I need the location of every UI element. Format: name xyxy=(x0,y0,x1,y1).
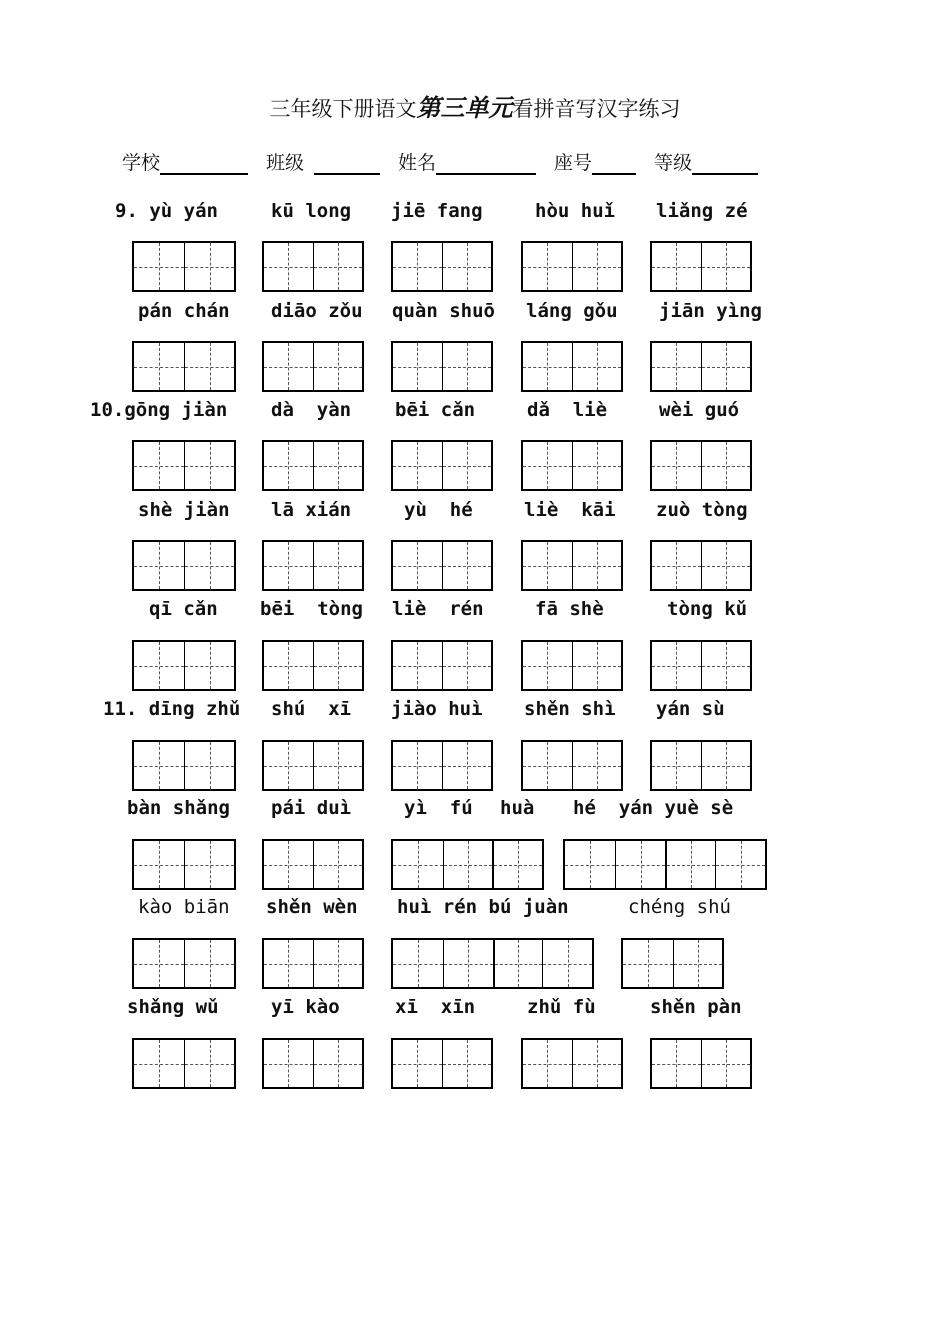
writing-cell[interactable] xyxy=(313,1040,362,1087)
writing-cell[interactable] xyxy=(393,343,442,390)
writing-cell[interactable] xyxy=(134,940,184,987)
writing-cell[interactable] xyxy=(443,841,493,888)
writing-grid[interactable] xyxy=(650,1038,752,1089)
pinyin-label: liǎng zé xyxy=(656,200,748,222)
pinyin-label: jiē fang xyxy=(391,200,483,222)
writing-grid[interactable] xyxy=(650,341,752,392)
page-title xyxy=(0,88,950,123)
pinyin-label: liè rén xyxy=(392,598,484,620)
pinyin-label: qī cǎn xyxy=(149,598,218,620)
pinyin-label: zuò tòng xyxy=(656,499,748,521)
writing-grid[interactable] xyxy=(650,540,752,591)
writing-cell[interactable] xyxy=(572,642,621,689)
writing-grid[interactable] xyxy=(132,241,236,292)
pinyin-label: hé yán yuè sè xyxy=(573,797,734,819)
title-suffix: 看拼音写汉字练习 xyxy=(512,97,681,121)
writing-grid[interactable] xyxy=(132,341,236,392)
writing-cell[interactable] xyxy=(701,442,750,489)
title-prefix: 三年级下册语文 xyxy=(269,97,417,121)
seat-blank[interactable] xyxy=(592,151,636,175)
writing-grid[interactable] xyxy=(391,440,493,491)
writing-cell[interactable] xyxy=(184,642,234,689)
writing-cell[interactable] xyxy=(565,841,615,888)
writing-grid[interactable] xyxy=(391,540,493,591)
writing-cell[interactable] xyxy=(264,442,313,489)
writing-cell[interactable] xyxy=(313,940,362,987)
writing-grid[interactable] xyxy=(521,1038,623,1089)
pinyin-label: hòu huǐ xyxy=(535,200,616,222)
class-label: 班级 xyxy=(266,152,305,174)
pinyin-label: dǎ liè xyxy=(527,399,608,421)
writing-cell[interactable] xyxy=(665,841,715,888)
writing-cell[interactable] xyxy=(393,442,442,489)
pinyin-label: 9. yù yán xyxy=(115,200,218,222)
pinyin-label: zhǔ fù xyxy=(527,996,596,1018)
pinyin-label: kào biān xyxy=(138,896,230,918)
writing-cell[interactable] xyxy=(264,1040,313,1087)
writing-cell[interactable] xyxy=(523,243,572,290)
writing-cell[interactable] xyxy=(652,343,701,390)
writing-cell[interactable] xyxy=(184,841,234,888)
pinyin-label: bàn shǎng xyxy=(127,797,230,819)
writing-cell[interactable] xyxy=(701,1040,750,1087)
writing-cell[interactable] xyxy=(523,442,572,489)
writing-cell[interactable] xyxy=(134,841,184,888)
writing-cell[interactable] xyxy=(134,343,184,390)
writing-cell[interactable] xyxy=(134,642,184,689)
writing-cell[interactable] xyxy=(652,742,701,789)
writing-cell[interactable] xyxy=(393,243,442,290)
writing-cell[interactable] xyxy=(442,542,491,589)
writing-cell[interactable] xyxy=(572,343,621,390)
school-label: 学校 xyxy=(122,152,161,174)
writing-cell[interactable] xyxy=(184,1040,234,1087)
writing-cell[interactable] xyxy=(652,243,701,290)
writing-cell[interactable] xyxy=(701,542,750,589)
pinyin-label: shǎng wǔ xyxy=(127,996,219,1018)
grade-blank[interactable] xyxy=(692,151,758,175)
writing-cell[interactable] xyxy=(393,841,443,888)
writing-grid[interactable] xyxy=(262,540,364,591)
pinyin-label: dà yàn xyxy=(271,399,352,421)
writing-cell[interactable] xyxy=(134,742,184,789)
writing-grid[interactable] xyxy=(262,640,364,691)
writing-cell[interactable] xyxy=(572,442,621,489)
pinyin-label: shěn wèn xyxy=(266,896,358,918)
writing-grid[interactable] xyxy=(391,740,493,791)
pinyin-label: yī kào xyxy=(271,996,340,1018)
writing-cell[interactable] xyxy=(393,742,442,789)
pinyin-label: jiān yìng xyxy=(659,300,762,322)
writing-grid[interactable] xyxy=(132,440,236,491)
writing-grid[interactable] xyxy=(650,740,752,791)
pinyin-label: pái duì xyxy=(271,797,352,819)
writing-cell[interactable] xyxy=(523,642,572,689)
writing-grid[interactable] xyxy=(132,540,236,591)
pinyin-label: pán chán xyxy=(138,300,230,322)
writing-grid[interactable] xyxy=(262,1038,364,1089)
writing-grid[interactable] xyxy=(521,241,623,292)
writing-grid[interactable] xyxy=(521,540,623,591)
writing-cell[interactable] xyxy=(442,742,491,789)
title-emphasis: 第三单元 xyxy=(416,94,513,122)
writing-grid[interactable] xyxy=(132,640,236,691)
writing-cell[interactable] xyxy=(313,442,362,489)
writing-cell[interactable] xyxy=(572,542,621,589)
writing-cell[interactable] xyxy=(313,642,362,689)
name-label: 姓名 xyxy=(398,152,437,174)
writing-cell[interactable] xyxy=(393,642,442,689)
writing-cell[interactable] xyxy=(393,542,442,589)
pinyin-label: xī xīn xyxy=(395,996,476,1018)
writing-grid[interactable] xyxy=(650,241,752,292)
writing-cell[interactable] xyxy=(652,542,701,589)
writing-grid[interactable] xyxy=(391,839,544,890)
pinyin-label: 11. dīng zhǔ xyxy=(103,698,241,720)
pinyin-label: huì rén bú juàn xyxy=(397,896,569,918)
writing-cell[interactable] xyxy=(264,343,313,390)
pinyin-label: shěn pàn xyxy=(650,996,742,1018)
pinyin-label: kū long xyxy=(271,200,352,222)
writing-grid[interactable] xyxy=(650,440,752,491)
pinyin-label: quàn shuō xyxy=(392,300,495,322)
writing-cell[interactable] xyxy=(701,742,750,789)
writing-cell[interactable] xyxy=(442,442,491,489)
writing-cell[interactable] xyxy=(542,940,592,987)
pinyin-label: bēi cǎn xyxy=(395,399,476,421)
writing-cell[interactable] xyxy=(572,742,621,789)
pinyin-label: liè kāi xyxy=(524,499,616,521)
writing-grid[interactable] xyxy=(132,740,236,791)
pinyin-label: diāo zǒu xyxy=(271,300,363,322)
writing-cell[interactable] xyxy=(264,742,313,789)
writing-grid[interactable] xyxy=(262,740,364,791)
writing-cell[interactable] xyxy=(523,742,572,789)
writing-cell[interactable] xyxy=(184,940,234,987)
writing-cell[interactable] xyxy=(442,243,491,290)
writing-cell[interactable] xyxy=(134,442,184,489)
writing-grid[interactable] xyxy=(621,938,724,989)
writing-cell[interactable] xyxy=(443,940,493,987)
writing-grid[interactable] xyxy=(650,640,752,691)
grade-label: 等级 xyxy=(654,152,693,174)
writing-cell[interactable] xyxy=(134,243,184,290)
writing-cell[interactable] xyxy=(313,343,362,390)
writing-cell[interactable] xyxy=(652,1040,701,1087)
writing-grid[interactable] xyxy=(262,839,364,890)
pinyin-label: jiào huì xyxy=(391,698,483,720)
writing-cell[interactable] xyxy=(523,542,572,589)
writing-cell[interactable] xyxy=(442,1040,491,1087)
writing-cell[interactable] xyxy=(184,243,234,290)
writing-cell[interactable] xyxy=(134,542,184,589)
writing-cell[interactable] xyxy=(393,940,443,987)
writing-cell[interactable] xyxy=(184,343,234,390)
writing-grid[interactable] xyxy=(521,640,623,691)
pinyin-label: fā shè xyxy=(535,598,604,620)
pinyin-label: tòng kǔ xyxy=(667,598,748,620)
writing-cell[interactable] xyxy=(652,442,701,489)
writing-cell[interactable] xyxy=(701,243,750,290)
pinyin-label: shú xī xyxy=(271,698,352,720)
student-info-row xyxy=(122,148,776,175)
writing-grid[interactable] xyxy=(132,839,236,890)
pinyin-label: láng gǒu xyxy=(526,300,618,322)
writing-cell[interactable] xyxy=(264,642,313,689)
pinyin-label: shěn shì xyxy=(524,698,616,720)
writing-cell[interactable] xyxy=(673,940,723,987)
writing-grid[interactable] xyxy=(391,1038,493,1089)
writing-cell[interactable] xyxy=(715,841,765,888)
writing-cell[interactable] xyxy=(615,841,665,888)
writing-cell[interactable] xyxy=(264,243,313,290)
writing-grid[interactable] xyxy=(262,341,364,392)
seat-label: 座号 xyxy=(554,152,593,174)
writing-grid[interactable] xyxy=(521,440,623,491)
writing-grid[interactable] xyxy=(132,938,236,989)
writing-cell[interactable] xyxy=(134,1040,184,1087)
writing-grid[interactable] xyxy=(563,839,767,890)
writing-cell[interactable] xyxy=(493,940,543,987)
writing-cell[interactable] xyxy=(264,841,313,888)
writing-cell[interactable] xyxy=(442,343,491,390)
writing-cell[interactable] xyxy=(701,343,750,390)
pinyin-label: shè jiàn xyxy=(138,499,230,521)
writing-grid[interactable] xyxy=(391,341,493,392)
writing-grid[interactable] xyxy=(391,640,493,691)
writing-grid[interactable] xyxy=(391,241,493,292)
writing-cell[interactable] xyxy=(184,742,234,789)
writing-grid[interactable] xyxy=(262,241,364,292)
school-blank[interactable] xyxy=(160,151,248,175)
writing-grid[interactable] xyxy=(262,440,364,491)
writing-grid[interactable] xyxy=(262,938,364,989)
writing-cell[interactable] xyxy=(393,1040,442,1087)
writing-cell[interactable] xyxy=(572,1040,621,1087)
writing-cell[interactable] xyxy=(523,1040,572,1087)
pinyin-label: chéng shú xyxy=(628,896,731,918)
writing-cell[interactable] xyxy=(523,343,572,390)
pinyin-label: yì fú xyxy=(404,797,473,819)
writing-cell[interactable] xyxy=(652,642,701,689)
writing-cell[interactable] xyxy=(264,542,313,589)
writing-cell[interactable] xyxy=(492,841,542,888)
pinyin-label: yán sù xyxy=(656,698,725,720)
pinyin-label: bēi tòng xyxy=(260,598,363,620)
pinyin-label: lā xián xyxy=(271,499,352,521)
writing-cell[interactable] xyxy=(313,841,362,888)
writing-cell[interactable] xyxy=(264,940,313,987)
writing-grid[interactable] xyxy=(521,341,623,392)
pinyin-label: huà xyxy=(500,797,535,819)
writing-cell[interactable] xyxy=(313,542,362,589)
writing-cell[interactable] xyxy=(313,243,362,290)
writing-grid[interactable] xyxy=(521,740,623,791)
pinyin-label: 10.gōng jiàn xyxy=(90,399,228,421)
writing-cell[interactable] xyxy=(184,442,234,489)
writing-cell[interactable] xyxy=(623,940,673,987)
writing-cell[interactable] xyxy=(442,642,491,689)
writing-cell[interactable] xyxy=(184,542,234,589)
name-blank[interactable] xyxy=(436,151,536,175)
writing-cell[interactable] xyxy=(313,742,362,789)
writing-grid[interactable] xyxy=(391,938,594,989)
pinyin-label: wèi guó xyxy=(659,399,740,421)
pinyin-label: yù hé xyxy=(404,499,473,521)
class-blank[interactable] xyxy=(314,151,380,175)
writing-cell[interactable] xyxy=(701,642,750,689)
writing-grid[interactable] xyxy=(132,1038,236,1089)
writing-cell[interactable] xyxy=(572,243,621,290)
